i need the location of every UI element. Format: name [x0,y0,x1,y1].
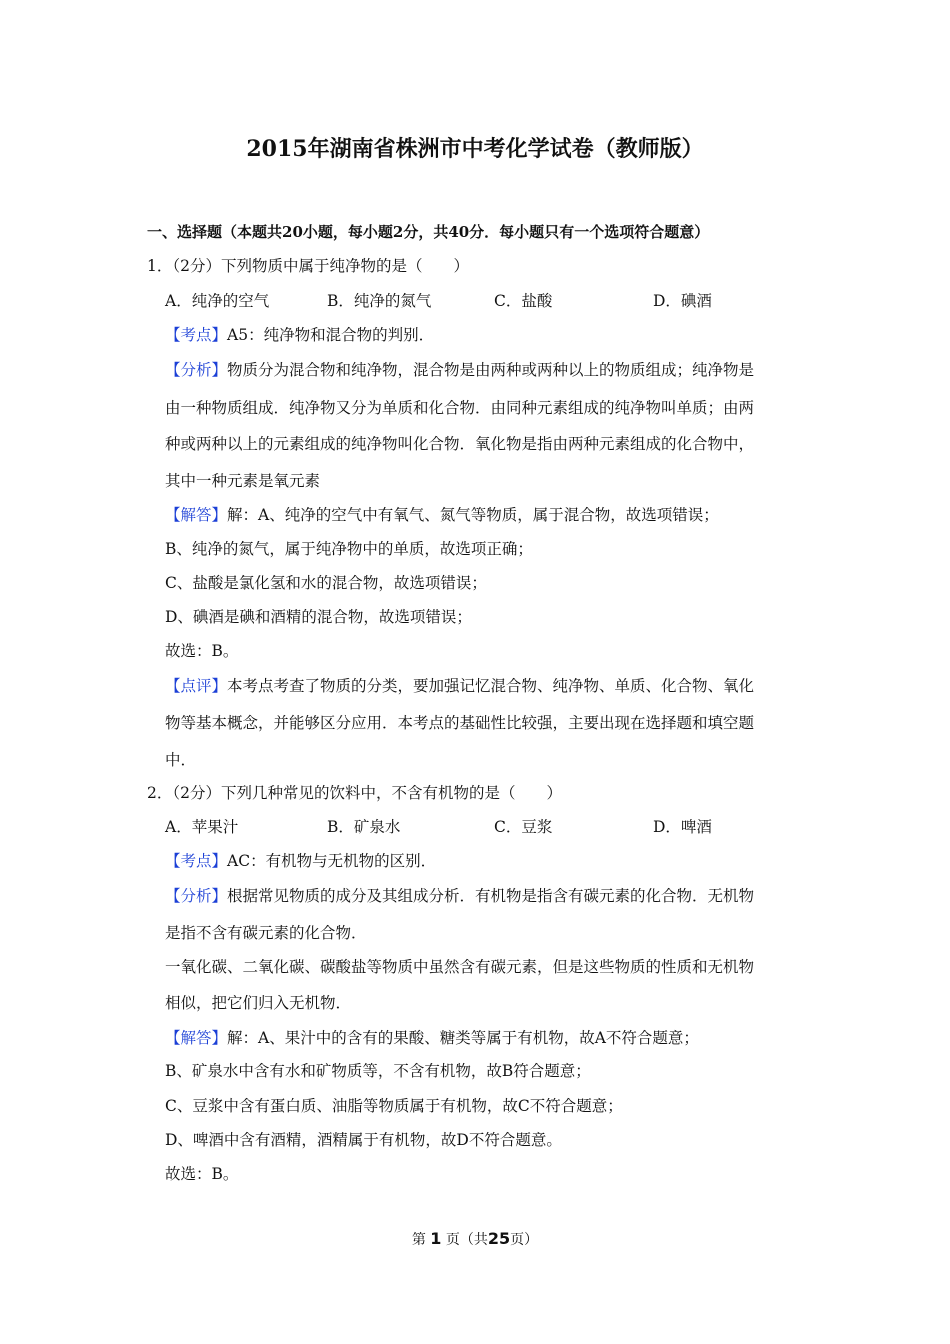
q2-jieda-line-2: B、矿泉水中含有水和矿物质等，不含有机物，故B符合题意； [165,1062,591,1080]
q2-option-d: D．啤酒 [653,818,712,836]
question-2-stem: 2．（2分）下列几种常见的饮料中，不含有机物的是（ ） [147,784,562,802]
q2-jieda-line-4: D、啤酒中含有酒精，酒精属于有机物，故D不符合题意。 [165,1131,562,1149]
dianping-tag: 【点评】 [165,677,228,695]
page-footer [0,1228,950,1251]
q2-fenxi-line-4: 相似，把它们归入无机物． [165,994,352,1012]
q1-fenxi-line-1: 物质分为混合物和纯净物，混合物是由两种或两种以上的物质组成；纯净物是 [227,361,755,379]
footer-page-number: 1 [430,1229,442,1248]
footer-prefix: 第 [411,1232,426,1248]
q2-fenxi-line-3: 一氧化碳、二氧化碳、碳酸盐等物质中虽然含有碳元素，但是这些物质的性质和无机物 [165,958,755,976]
q1-dianping-line-3: 中． [165,751,197,769]
jieda-tag: 【解答】 [165,1029,228,1047]
q1-jieda [165,503,719,527]
q2-kaodian [165,849,436,873]
q2-fenxi [165,884,754,908]
q2-option-b: B．矿泉水 [327,818,401,836]
kaodian-tag: 【考点】 [165,326,228,344]
q2-option-c: C．豆浆 [494,818,553,836]
q1-dianping [165,674,754,698]
q1-kaodian-text: A5：纯净物和混合物的判别． [227,326,435,344]
page-title: 2015年湖南省株洲市中考化学试卷（教师版） [246,136,704,162]
q2-jieda [165,1026,699,1050]
q1-fenxi-line-4: 其中一种元素是氧元素 [165,472,321,490]
q2-jieda-line-5: 故选：B。 [165,1165,239,1183]
q2-option-a: A．苹果汁 [165,818,239,836]
q1-fenxi-line-2: 由一种物质组成．纯净物又分为单质和化合物．由同种元素组成的纯净物叫单质；由两 [165,399,755,417]
section-heading: 一、选择题（本题共20小题，每小题2分，共40分．每小题只有一个选项符合题意） [147,223,710,241]
footer-total-pages: 25 [487,1229,511,1248]
q2-jieda-line-3: C、豆浆中含有蛋白质、油脂等物质属于有机物，故C不符合题意； [165,1097,623,1115]
footer-middle: 页（共 [445,1232,488,1248]
q1-option-b: B．纯净的氮气 [327,292,432,310]
q2-kaodian-text: AC：有机物与无机物的区别． [227,852,437,870]
q1-dianping-line-2: 物等基本概念，并能够区分应用．本考点的基础性比较强，主要出现在选择题和填空题 [165,714,755,732]
q1-jieda-line-3: C、盐酸是氯化氢和水的混合物，故选项错误； [165,574,487,592]
fenxi-tag: 【分析】 [165,361,228,379]
q2-fenxi-line-1: 根据常见物质的成分及其组成分析．有机物是指含有碳元素的化合物．无机物 [227,887,755,905]
kaodian-tag: 【考点】 [165,852,228,870]
q1-jieda-line-5: 故选：B。 [165,642,239,660]
fenxi-tag: 【分析】 [165,887,228,905]
question-1-stem: 1．（2分）下列物质中属于纯净物的是（ ） [147,257,469,275]
q1-fenxi [165,358,754,382]
q2-jieda-line-1: 解：A、果汁中的含有的果酸、糖类等属于有机物，故A不符合题意； [227,1029,699,1047]
q1-option-a: A．纯净的空气 [165,292,270,310]
q1-dianping-line-1: 本考点考查了物质的分类，要加强记忆混合物、纯净物、单质、化合物、氧化 [227,677,755,695]
footer-suffix: 页） [510,1232,539,1248]
q2-fenxi-line-2: 是指不含有碳元素的化合物． [165,924,367,942]
q1-option-c: C．盐酸 [494,292,553,310]
q1-jieda-line-4: D、碘酒是碘和酒精的混合物，故选项错误； [165,608,472,626]
jieda-tag: 【解答】 [165,506,228,524]
q1-kaodian [165,323,434,347]
q1-jieda-line-2: B、纯净的氮气，属于纯净物中的单质，故选项正确； [165,540,533,558]
q1-fenxi-line-3: 种或两种以上的元素组成的纯净物叫化合物．氧化物是指由两种元素组成的化合物中， [165,435,755,453]
q1-option-d: D．碘酒 [653,292,712,310]
q1-jieda-line-1: 解：A、纯净的空气中有氧气、氮气等物质，属于混合物，故选项错误； [227,506,719,524]
